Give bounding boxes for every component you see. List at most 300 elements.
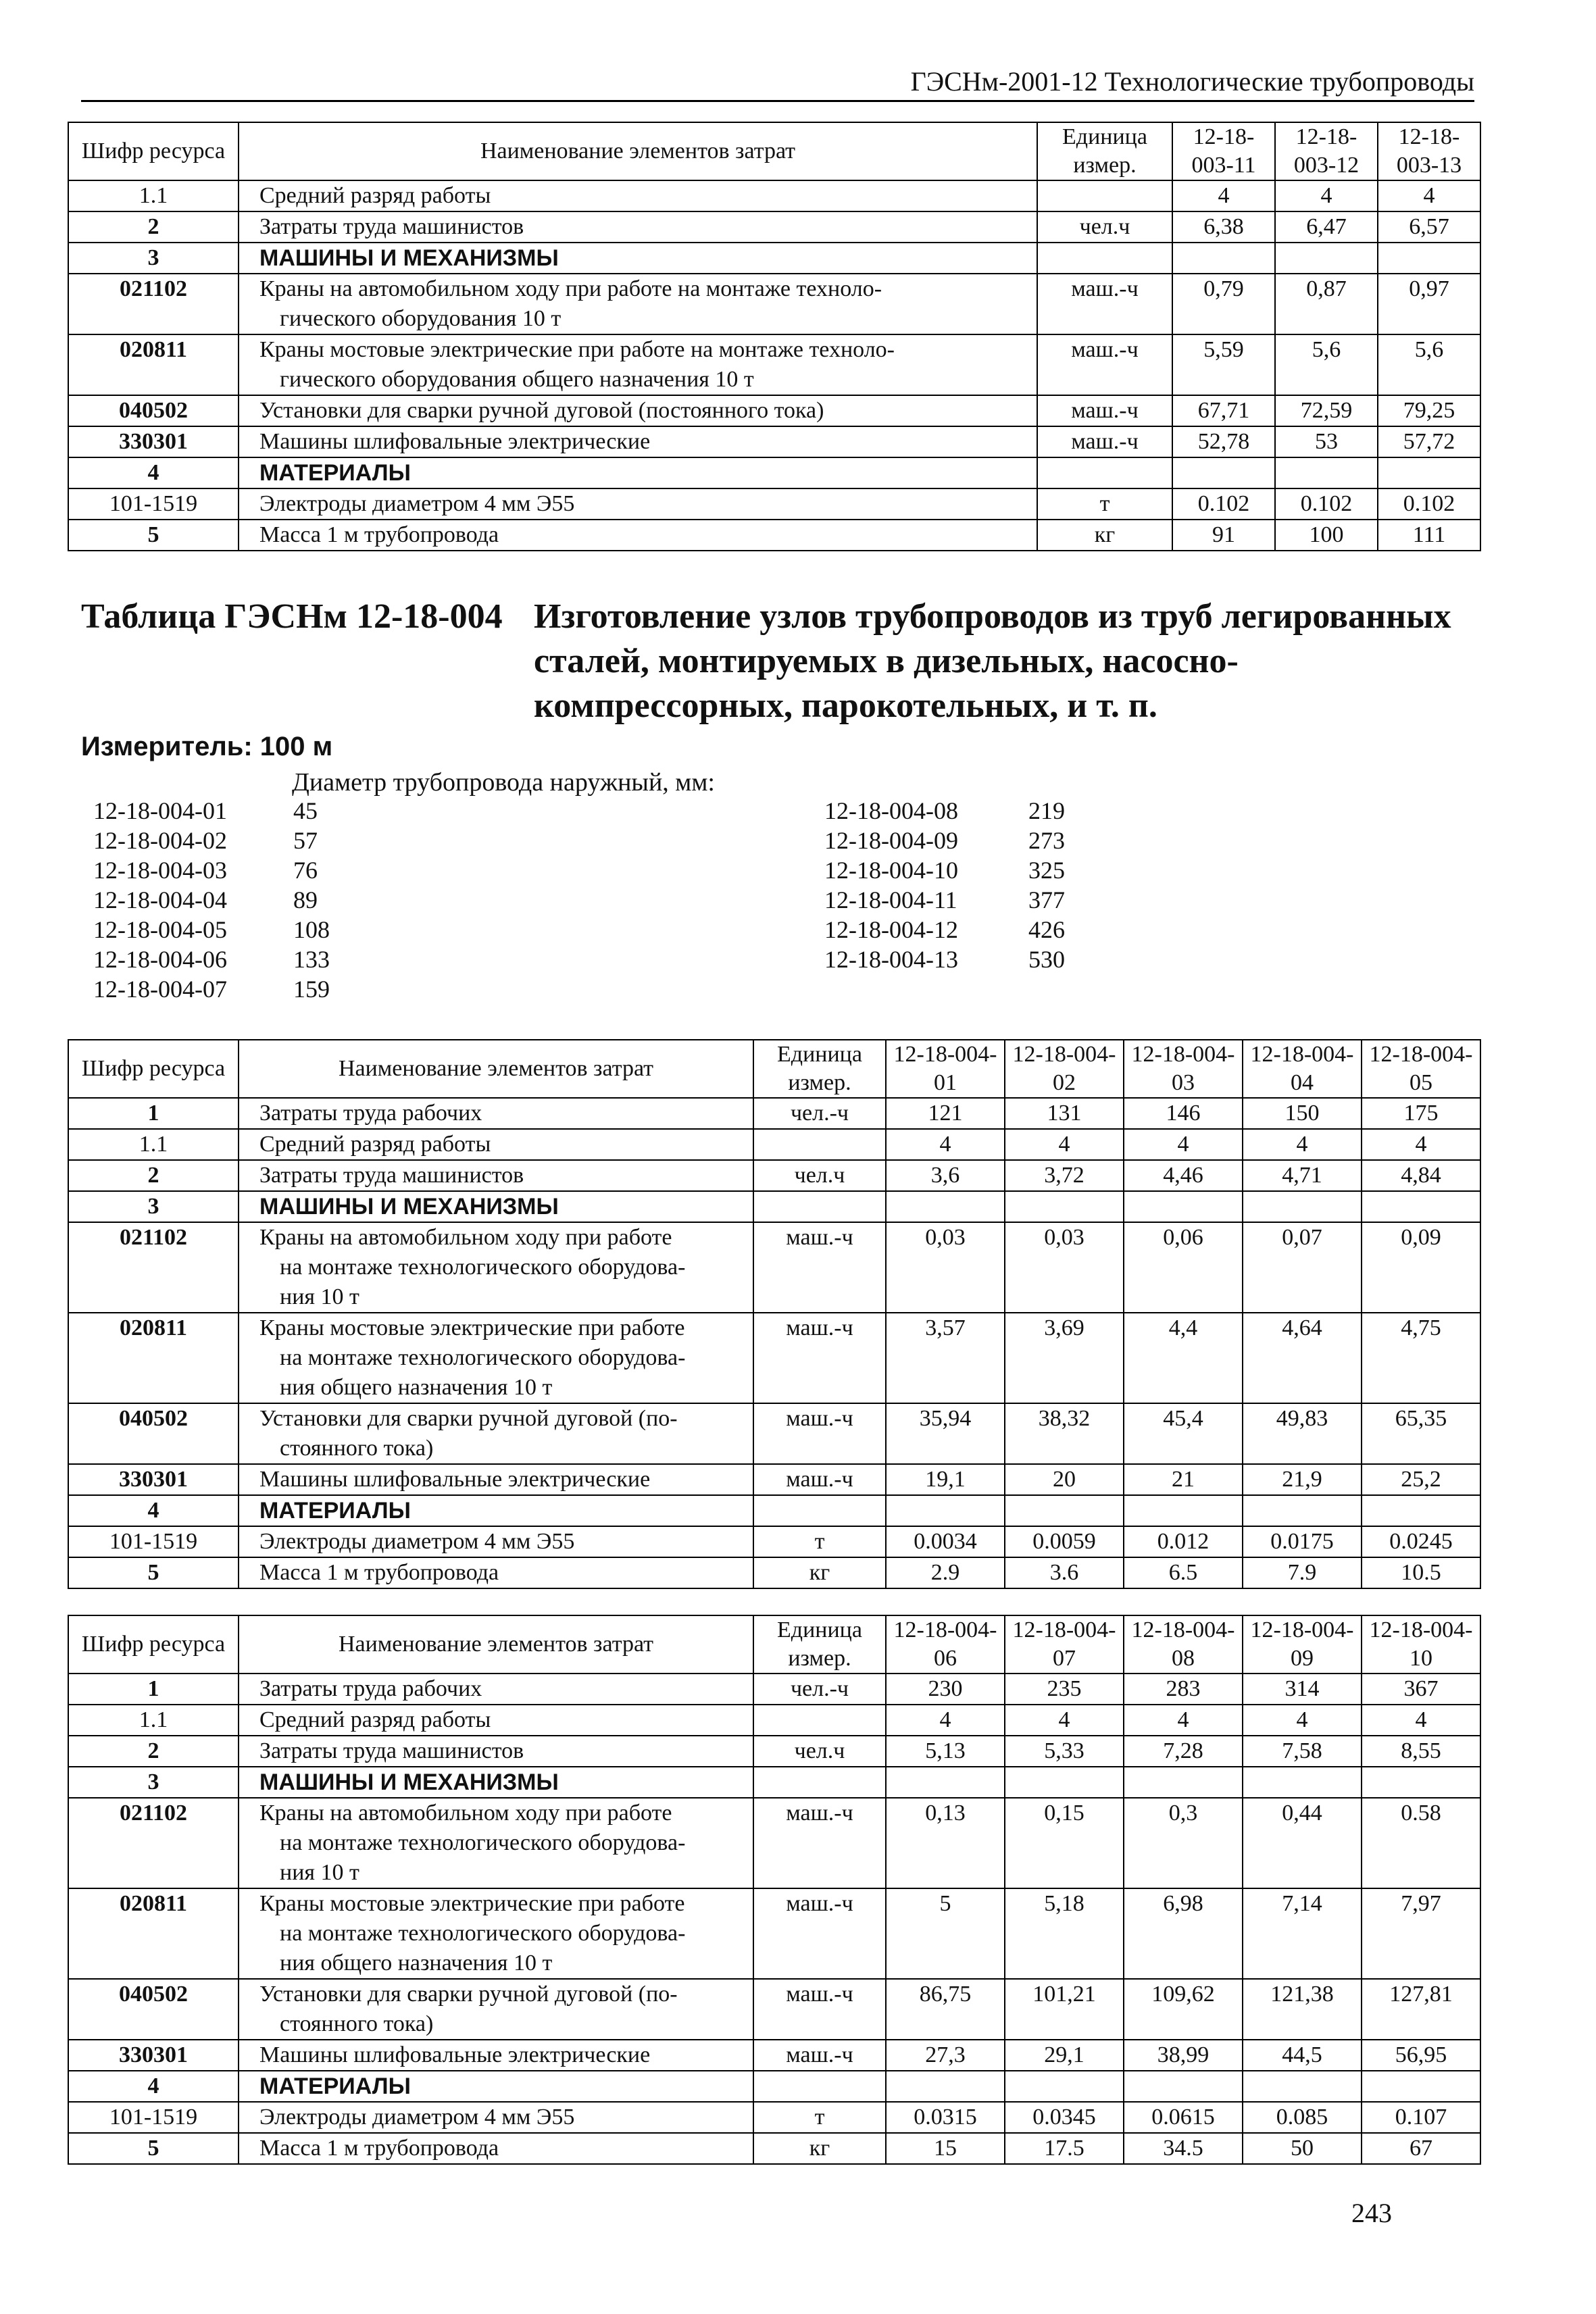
- name-line: Электроды диаметром 4 мм Э55: [259, 1529, 575, 1554]
- value-cell: [1243, 1767, 1362, 1798]
- header-unit: Единица измер.: [753, 1040, 886, 1098]
- diameter-code: 12-18-004-01: [93, 797, 227, 824]
- value-cell: 53: [1275, 426, 1378, 457]
- unit: [753, 1129, 886, 1160]
- value-cell: 0,06: [1124, 1222, 1243, 1313]
- cost-element-name: [239, 1798, 753, 1888]
- value-cell: 4: [1362, 1705, 1480, 1736]
- resource-code: 020811: [68, 1888, 239, 1979]
- value-cell: 6,57: [1378, 211, 1480, 243]
- diameter-value: 133: [293, 946, 330, 973]
- value-cell: 0.0615: [1124, 2102, 1243, 2133]
- diameter-code: 12-18-004-03: [93, 857, 227, 884]
- name-line: Затраты труда машинистов: [259, 1163, 524, 1188]
- diameter-row: [824, 915, 1065, 945]
- unit: маш.-ч: [753, 1888, 886, 1979]
- name-line: ния общего назначения 10 т: [280, 1951, 553, 1976]
- header-unit: Единица измер.: [1037, 122, 1172, 180]
- diameter-value: 219: [1028, 797, 1065, 824]
- cost-element-name: [239, 1495, 753, 1526]
- resource-code: 5: [68, 520, 239, 551]
- cost-element-name: [239, 243, 1037, 274]
- name-line: Затраты труда машинистов: [259, 214, 524, 239]
- resource-code: 040502: [68, 1403, 239, 1464]
- cost-element-name: [239, 395, 1037, 426]
- value-cell: 131: [1005, 1098, 1124, 1129]
- diameter-code: 12-18-004-05: [93, 916, 227, 943]
- header-code: Шифр ресурса: [68, 122, 239, 180]
- diameter-row: [824, 826, 1065, 855]
- name-line: гического оборудования 10 т: [280, 306, 562, 331]
- value-cell: 25,2: [1362, 1464, 1480, 1495]
- unit: т: [753, 1526, 886, 1557]
- value-cell: 4: [1275, 180, 1378, 211]
- resource-code: 021102: [68, 1798, 239, 1888]
- value-cell: 44,5: [1243, 2040, 1362, 2071]
- value-cell: [1362, 1495, 1480, 1526]
- diameter-code: 12-18-004-12: [824, 916, 958, 943]
- value-cell: 34.5: [1124, 2133, 1243, 2164]
- name-line: Электроды диаметром 4 мм Э55: [259, 491, 575, 516]
- value-cell: [1362, 2071, 1480, 2102]
- value-cell: 0,07: [1243, 1222, 1362, 1313]
- name-line: Установки для сварки ручной дуговой (по-: [259, 1406, 678, 1431]
- value-cell: 52,78: [1172, 426, 1275, 457]
- header-name: Наименование элементов затрат: [239, 1615, 753, 1674]
- value-cell: 15: [886, 2133, 1005, 2164]
- value-cell: 0.085: [1243, 2102, 1362, 2133]
- unit: [753, 1191, 886, 1222]
- unit: чел.ч: [753, 1736, 886, 1767]
- cost-element-name: [239, 488, 1037, 520]
- value-cell: 56,95: [1362, 2040, 1480, 2071]
- cost-element-name: [239, 426, 1037, 457]
- name-line: Масса 1 м трубопровода: [259, 1560, 499, 1585]
- resource-code: 330301: [68, 426, 239, 457]
- cost-element-name: [239, 1160, 753, 1191]
- value-cell: 6,47: [1275, 211, 1378, 243]
- cost-element-name: [239, 457, 1037, 488]
- resource-code: 020811: [68, 1313, 239, 1403]
- value-cell: 6,98: [1124, 1888, 1243, 1979]
- value-cell: 0.58: [1362, 1798, 1480, 1888]
- value-cell: 27,3: [886, 2040, 1005, 2071]
- name-line: Электроды диаметром 4 мм Э55: [259, 2105, 575, 2130]
- value-cell: 17.5: [1005, 2133, 1124, 2164]
- value-cell: 45,4: [1124, 1403, 1243, 1464]
- value-cell: 367: [1362, 1674, 1480, 1705]
- name-line: Средний разряд работы: [259, 1132, 491, 1157]
- table-row: [68, 1705, 1480, 1736]
- unit: маш.-ч: [753, 2040, 886, 2071]
- value-cell: 20: [1005, 1464, 1124, 1495]
- section-row: [68, 457, 1480, 488]
- table-row: [68, 1798, 1480, 1888]
- diameter-row: [824, 885, 1065, 915]
- name-line: МАТЕРИАЛЫ: [259, 2073, 411, 2099]
- table-title: Изготовление узлов трубопроводов из труб легированных сталей, монтируемых в дизельных, насосно-компрессорных, парокотельных, и т. п.: [534, 597, 1451, 725]
- name-line: МАШИНЫ И МЕХАНИЗМЫ: [259, 1194, 559, 1219]
- header-column-code: 12-18-004-08: [1124, 1615, 1243, 1674]
- value-cell: [1243, 1191, 1362, 1222]
- name-line: Краны мостовые электрические при работе: [259, 1315, 685, 1340]
- diameter-code: 12-18-004-04: [93, 886, 227, 913]
- diameter-value: 530: [1028, 946, 1065, 973]
- table-row: [68, 1979, 1480, 2040]
- header-column-code: 12-18-004-09: [1243, 1615, 1362, 1674]
- value-cell: 7,58: [1243, 1736, 1362, 1767]
- value-cell: 230: [886, 1674, 1005, 1705]
- header-column-code: 12-18-004-01: [886, 1040, 1005, 1098]
- name-line: на монтаже технологического оборудова-: [280, 1830, 686, 1855]
- resource-code: 4: [68, 2071, 239, 2102]
- resource-table-003: [68, 122, 1481, 551]
- value-cell: 3.6: [1005, 1557, 1124, 1588]
- value-cell: 10.5: [1362, 1557, 1480, 1588]
- table-row: [68, 1160, 1480, 1191]
- header-code: Шифр ресурса: [68, 1040, 239, 1098]
- value-cell: [1124, 1495, 1243, 1526]
- resource-code: 3: [68, 243, 239, 274]
- diameter-row: [93, 915, 330, 945]
- resource-code: 101-1519: [68, 2102, 239, 2133]
- header-column-code: 12-18-004-02: [1005, 1040, 1124, 1098]
- header-column-code: 12-18-004-06: [886, 1615, 1005, 1674]
- header-column-code: 12-18-004-10: [1362, 1615, 1480, 1674]
- resource-code: 2: [68, 211, 239, 243]
- value-cell: 50: [1243, 2133, 1362, 2164]
- resource-code: 5: [68, 2133, 239, 2164]
- name-line: МАШИНЫ И МЕХАНИЗМЫ: [259, 245, 559, 271]
- cost-element-name: [239, 2102, 753, 2133]
- diameter-value: 76: [293, 857, 318, 884]
- value-cell: 7,97: [1362, 1888, 1480, 1979]
- value-cell: [1275, 457, 1378, 488]
- unit: маш.-ч: [753, 1313, 886, 1403]
- unit: [753, 1495, 886, 1526]
- unit: маш.-ч: [1037, 395, 1172, 426]
- unit: маш.-ч: [753, 1222, 886, 1313]
- diameter-value: 57: [293, 827, 318, 854]
- name-line: ния общего назначения 10 т: [280, 1375, 553, 1400]
- value-cell: 4: [1124, 1129, 1243, 1160]
- value-cell: 0,03: [886, 1222, 1005, 1313]
- name-line: Машины шлифовальные электрические: [259, 2042, 651, 2067]
- value-cell: [1124, 1767, 1243, 1798]
- diameter-code: 12-18-004-02: [93, 827, 227, 854]
- value-cell: 6.5: [1124, 1557, 1243, 1588]
- header-name: Наименование элементов затрат: [239, 122, 1037, 180]
- name-line: ния 10 т: [280, 1860, 359, 1885]
- table-row: [68, 1098, 1480, 1129]
- diameter-list-left: [93, 796, 330, 1004]
- resource-code: 1.1: [68, 1705, 239, 1736]
- value-cell: 6,38: [1172, 211, 1275, 243]
- unit: [1037, 243, 1172, 274]
- value-cell: 0,97: [1378, 274, 1480, 334]
- section-row: [68, 1767, 1480, 1798]
- unit: маш.-ч: [1037, 334, 1172, 395]
- table-row: [68, 1222, 1480, 1313]
- value-cell: 79,25: [1378, 395, 1480, 426]
- value-cell: 91: [1172, 520, 1275, 551]
- name-line: Затраты труда машинистов: [259, 1738, 524, 1763]
- value-cell: 21,9: [1243, 1464, 1362, 1495]
- value-cell: 0,3: [1124, 1798, 1243, 1888]
- value-cell: 0.102: [1172, 488, 1275, 520]
- diameter-list-right: [824, 796, 1065, 974]
- value-cell: 5,6: [1378, 334, 1480, 395]
- value-cell: 0,79: [1172, 274, 1275, 334]
- unit: кг: [753, 1557, 886, 1588]
- table-header-row: [68, 1615, 1480, 1674]
- cost-element-name: [239, 1767, 753, 1798]
- value-cell: 67,71: [1172, 395, 1275, 426]
- value-cell: 4: [1243, 1129, 1362, 1160]
- value-cell: 4,75: [1362, 1313, 1480, 1403]
- value-cell: 0,09: [1362, 1222, 1480, 1313]
- header-column-code: 12-18-004-07: [1005, 1615, 1124, 1674]
- name-line: Машины шлифовальные электрические: [259, 1467, 651, 1492]
- name-line: на монтаже технологического оборудова-: [280, 1921, 686, 1946]
- value-cell: 65,35: [1362, 1403, 1480, 1464]
- name-line: Затраты труда рабочих: [259, 1676, 482, 1701]
- value-cell: 7.9: [1243, 1557, 1362, 1588]
- value-cell: 21: [1124, 1464, 1243, 1495]
- unit: чел.-ч: [753, 1674, 886, 1705]
- name-line: Затраты труда рабочих: [259, 1101, 482, 1126]
- value-cell: 5,33: [1005, 1736, 1124, 1767]
- value-cell: 175: [1362, 1098, 1480, 1129]
- cost-element-name: [239, 1888, 753, 1979]
- unit: кг: [1037, 520, 1172, 551]
- table-header-row: [68, 1040, 1480, 1098]
- unit: маш.-ч: [753, 1464, 886, 1495]
- value-cell: 0,13: [886, 1798, 1005, 1888]
- cost-element-name: [239, 211, 1037, 243]
- value-cell: 57,72: [1378, 426, 1480, 457]
- name-line: МАШИНЫ И МЕХАНИЗМЫ: [259, 1769, 559, 1795]
- resource-code: 2: [68, 1736, 239, 1767]
- diameter-code: 12-18-004-08: [824, 797, 958, 824]
- resource-code: 2: [68, 1160, 239, 1191]
- diameter-row: [93, 885, 330, 915]
- table-row: [68, 334, 1480, 395]
- table-row: [68, 426, 1480, 457]
- header-column-code: 12-18-004-05: [1362, 1040, 1480, 1098]
- value-cell: 4: [1172, 180, 1275, 211]
- value-cell: 19,1: [886, 1464, 1005, 1495]
- cost-element-name: [239, 2040, 753, 2071]
- value-cell: 5,59: [1172, 334, 1275, 395]
- resource-code: 1.1: [68, 180, 239, 211]
- resource-code: 101-1519: [68, 1526, 239, 1557]
- header-unit: Единица измер.: [753, 1615, 886, 1674]
- header-column-code: 12-18-004-04: [1243, 1040, 1362, 1098]
- name-line: Масса 1 м трубопровода: [259, 2136, 499, 2161]
- value-cell: 0,44: [1243, 1798, 1362, 1888]
- value-cell: [1243, 1495, 1362, 1526]
- value-cell: 0.0345: [1005, 2102, 1124, 2133]
- cost-element-name: [239, 1674, 753, 1705]
- unit: маш.-ч: [753, 1979, 886, 2040]
- value-cell: 4: [886, 1129, 1005, 1160]
- resource-code: 021102: [68, 274, 239, 334]
- diameter-value: 108: [293, 916, 330, 943]
- value-cell: 127,81: [1362, 1979, 1480, 2040]
- unit: [1037, 457, 1172, 488]
- unit: кг: [753, 2133, 886, 2164]
- diameter-code: 12-18-004-09: [824, 827, 958, 854]
- value-cell: 0,03: [1005, 1222, 1124, 1313]
- name-line: Краны мостовые электрические при работе: [259, 1891, 685, 1916]
- value-cell: 109,62: [1124, 1979, 1243, 2040]
- section-row: [68, 1495, 1480, 1526]
- diameter-row: [93, 826, 330, 855]
- value-cell: 121: [886, 1098, 1005, 1129]
- value-cell: 67: [1362, 2133, 1480, 2164]
- value-cell: 7,28: [1124, 1736, 1243, 1767]
- value-cell: 0.102: [1275, 488, 1378, 520]
- value-cell: [1005, 1191, 1124, 1222]
- name-line: на монтаже технологического оборудова-: [280, 1345, 686, 1370]
- value-cell: 29,1: [1005, 2040, 1124, 2071]
- value-cell: 150: [1243, 1098, 1362, 1129]
- value-cell: 4,46: [1124, 1160, 1243, 1191]
- value-cell: 4: [1378, 180, 1480, 211]
- unit: маш.-ч: [1037, 274, 1172, 334]
- cost-element-name: [239, 1464, 753, 1495]
- resource-code: 1.1: [68, 1129, 239, 1160]
- cost-element-name: [239, 1129, 753, 1160]
- value-cell: [1378, 457, 1480, 488]
- cost-element-name: [239, 2133, 753, 2164]
- value-cell: 4: [886, 1705, 1005, 1736]
- unit: чел.-ч: [753, 1098, 886, 1129]
- value-cell: 86,75: [886, 1979, 1005, 2040]
- cost-element-name: [239, 520, 1037, 551]
- value-cell: 72,59: [1275, 395, 1378, 426]
- diameter-value: 89: [293, 886, 318, 913]
- resource-table-004-a: [68, 1039, 1481, 1589]
- unit: чел.ч: [753, 1160, 886, 1191]
- resource-table-004-b: [68, 1615, 1481, 2165]
- diameter-row: [824, 855, 1065, 885]
- cost-element-name: [239, 274, 1037, 334]
- unit: [753, 2071, 886, 2102]
- table-row: [68, 1129, 1480, 1160]
- value-cell: 3,57: [886, 1313, 1005, 1403]
- value-cell: 0.102: [1378, 488, 1480, 520]
- value-cell: [886, 1495, 1005, 1526]
- resource-code: 101-1519: [68, 488, 239, 520]
- cost-element-name: [239, 1557, 753, 1588]
- header-column-code: 12-18-004-03: [1124, 1040, 1243, 1098]
- section-row: [68, 1191, 1480, 1222]
- value-cell: 0.0315: [886, 2102, 1005, 2133]
- value-cell: [1172, 243, 1275, 274]
- diameter-code: 12-18-004-06: [93, 946, 227, 973]
- value-cell: [1005, 1495, 1124, 1526]
- value-cell: 0,15: [1005, 1798, 1124, 1888]
- diameter-caption: Диаметр трубопровода наружный, мм:: [292, 768, 715, 797]
- diameter-value: 426: [1028, 916, 1065, 943]
- value-cell: 111: [1378, 520, 1480, 551]
- value-cell: [886, 1767, 1005, 1798]
- section-row: [68, 243, 1480, 274]
- value-cell: 38,99: [1124, 2040, 1243, 2071]
- diameter-row: [93, 855, 330, 885]
- diameter-code: 12-18-004-13: [824, 946, 958, 973]
- resource-code: 330301: [68, 2040, 239, 2071]
- value-cell: 0,87: [1275, 274, 1378, 334]
- unit: маш.-ч: [753, 1403, 886, 1464]
- header-code: Шифр ресурса: [68, 1615, 239, 1674]
- table-row: [68, 1403, 1480, 1464]
- value-cell: 101,21: [1005, 1979, 1124, 2040]
- diameter-value: 377: [1028, 886, 1065, 913]
- value-cell: 146: [1124, 1098, 1243, 1129]
- cost-element-name: [239, 1222, 753, 1313]
- value-cell: 0.0059: [1005, 1526, 1124, 1557]
- resource-code: 4: [68, 1495, 239, 1526]
- value-cell: 8,55: [1362, 1736, 1480, 1767]
- value-cell: 3,72: [1005, 1160, 1124, 1191]
- unit: т: [1037, 488, 1172, 520]
- value-cell: 121,38: [1243, 1979, 1362, 2040]
- cost-element-name: [239, 1736, 753, 1767]
- value-cell: [1362, 1191, 1480, 1222]
- diameter-value: 325: [1028, 857, 1065, 884]
- name-line: ния 10 т: [280, 1284, 359, 1309]
- value-cell: [886, 1191, 1005, 1222]
- value-cell: [1275, 243, 1378, 274]
- value-cell: [1005, 2071, 1124, 2102]
- measure-unit: Измеритель: 100 м: [81, 732, 333, 761]
- table-row: [68, 1888, 1480, 1979]
- cost-element-name: [239, 1403, 753, 1464]
- value-cell: 4: [1243, 1705, 1362, 1736]
- diameter-code: 12-18-004-11: [824, 886, 957, 913]
- value-cell: 235: [1005, 1674, 1124, 1705]
- unit: маш.-ч: [753, 1798, 886, 1888]
- name-line: Масса 1 м трубопровода: [259, 522, 499, 547]
- cost-element-name: [239, 1098, 753, 1129]
- table-row: [68, 1526, 1480, 1557]
- unit: [753, 1705, 886, 1736]
- name-line: Краны мостовые электрические при работе на монтаже техноло-: [259, 337, 895, 362]
- diameter-row: [824, 945, 1065, 974]
- diameter-code: 12-18-004-10: [824, 857, 958, 884]
- cost-element-name: [239, 1979, 753, 2040]
- value-cell: [1362, 1767, 1480, 1798]
- table-row: [68, 1464, 1480, 1495]
- resource-code: 021102: [68, 1222, 239, 1313]
- resource-code: 330301: [68, 1464, 239, 1495]
- value-cell: 35,94: [886, 1403, 1005, 1464]
- name-line: Краны на автомобильном ходу при работе на монтаже техноло-: [259, 276, 882, 301]
- value-cell: 49,83: [1243, 1403, 1362, 1464]
- table-row: [68, 2102, 1480, 2133]
- cost-element-name: [239, 334, 1037, 395]
- value-cell: [1243, 2071, 1362, 2102]
- table-header-row: [68, 122, 1480, 180]
- cost-element-name: [239, 1705, 753, 1736]
- cost-element-name: [239, 1191, 753, 1222]
- value-cell: 38,32: [1005, 1403, 1124, 1464]
- name-line: Машины шлифовальные электрические: [259, 429, 651, 454]
- table-row: [68, 1313, 1480, 1403]
